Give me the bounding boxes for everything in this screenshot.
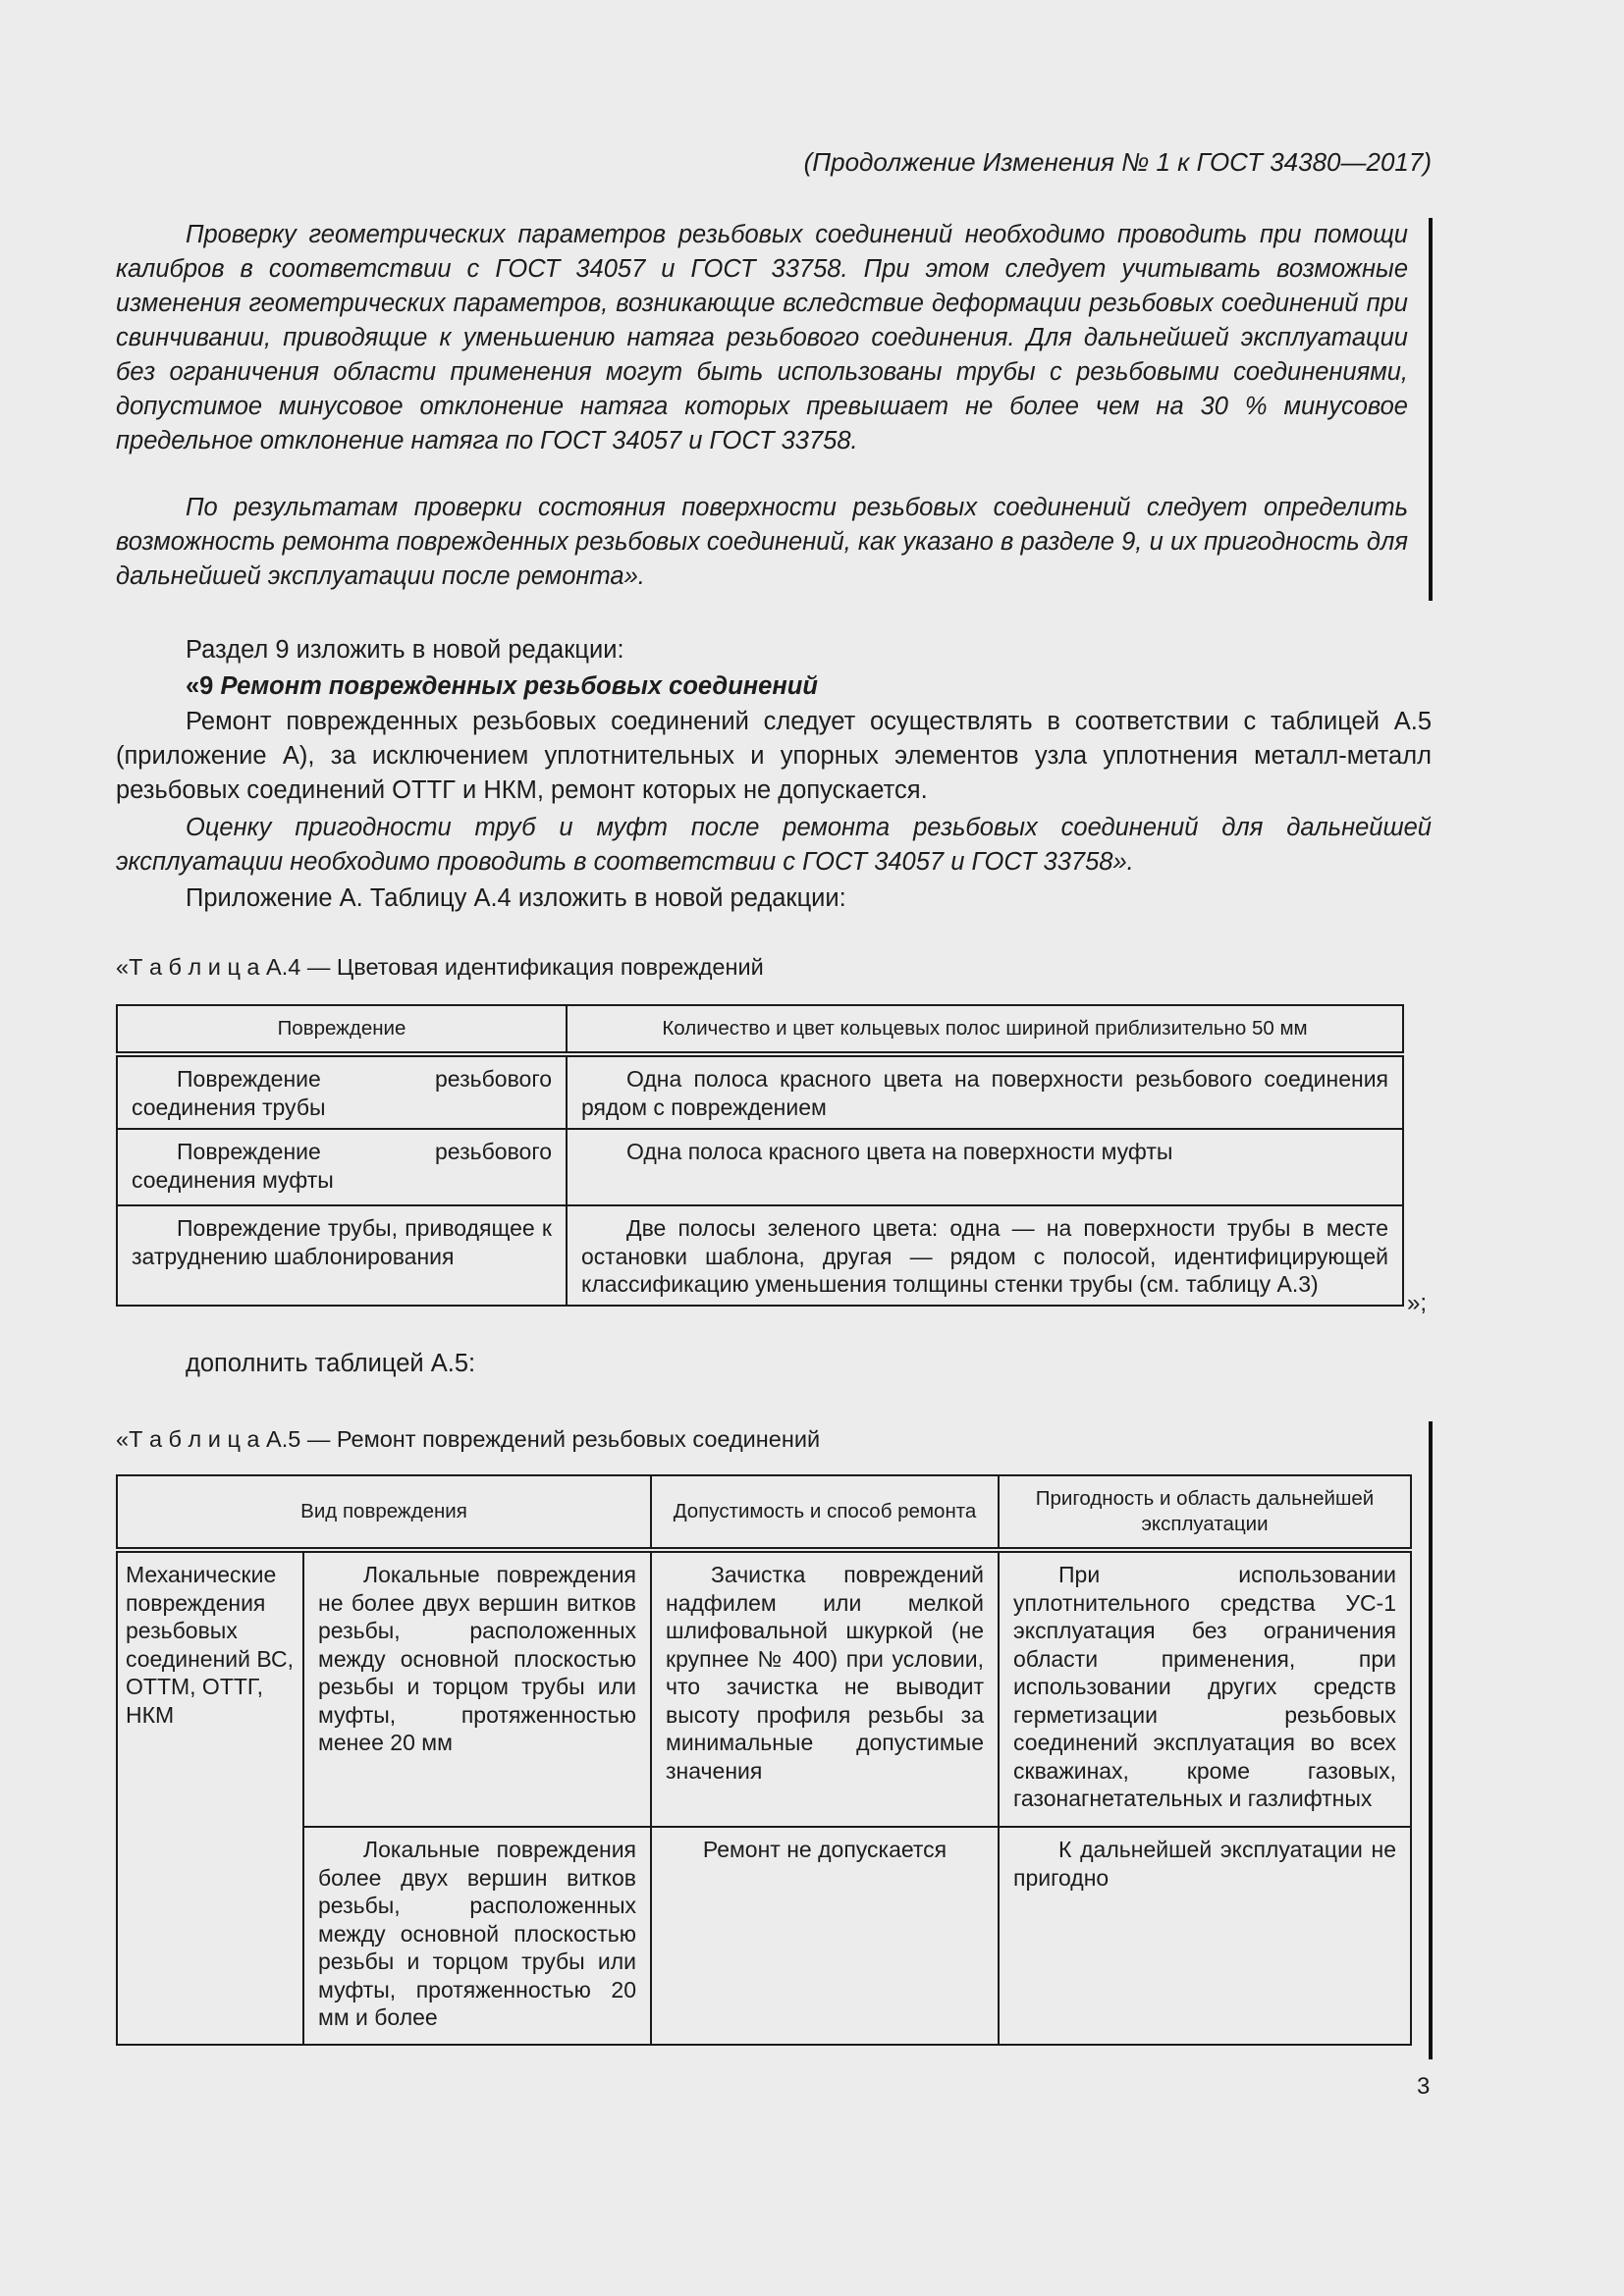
table-cell: Зачистка повреждений надфилем или мелкой шлифовальной шкуркой (не крупнее № 400) при условии, что зачистка не выводит высоту профиля резьбы за минимальные допустимые значения: [651, 1550, 999, 1827]
table-row: [117, 1054, 1403, 1129]
table-cell: Повреждение трубы, приводящее к затруднению шаблонирования: [117, 1205, 567, 1306]
table-a5-caption: [116, 1424, 820, 1454]
table-header-row: [117, 1005, 1403, 1054]
table-row: [117, 1827, 1411, 2045]
change-bar: [1429, 1421, 1433, 2059]
supplement-instruction: дополнить таблицей А.5:: [186, 1350, 476, 1377]
table-a5-caption-text: — Ремонт повреждений резьбовых соединений: [300, 1426, 821, 1452]
change-bar: [1429, 218, 1433, 601]
table-a5-caption-label: «Т а б л и ц а А.5: [116, 1426, 301, 1452]
table-a4-closing-quote: »;: [1407, 1290, 1428, 1316]
table-a4-caption: [116, 952, 764, 982]
appendix-instruction: Приложение А. Таблицу А.4 изложить в новой редакции:: [186, 884, 846, 912]
table-row: [117, 1205, 1403, 1306]
table-header-cell: Повреждение: [117, 1005, 567, 1054]
section-paragraph: Ремонт поврежденных резьбовых соединений следует осуществлять в соответствии с таблицей А.5 (приложение А), за исключением уплотнительных и упорных элементов узла уплотнения металл-металл резьбовых соединений ОТТГ и НКМ, ремонт которых не допускается.: [116, 708, 1432, 804]
table-cell: Ремонт не допускается: [651, 1827, 999, 2045]
table-cell: Повреждение резьбового соединения муфты: [117, 1129, 567, 1205]
page-number: 3: [1417, 2073, 1431, 2100]
table-cell: При использовании уплотнительного средства УС-1 эксплуатация без ограничения области применения, при использовании других средств герметизации резьбовых соединений эксплуатация во всех скважинах, кроме газовых, газонагнетательных и газлифтных: [999, 1550, 1411, 1827]
table-category-cell: Механические повреждения резьбовых соединений ВС, ОТТМ, ОТТГ, НКМ: [117, 1550, 303, 2045]
table-row: [117, 1129, 1403, 1205]
table-a5: [116, 1474, 1412, 2046]
table-header-cell: Допустимость и способ ремонта: [651, 1475, 999, 1550]
section-heading: [116, 669, 1432, 704]
table-a4: [116, 1004, 1404, 1307]
table-cell: Две полосы зеленого цвета: одна — на поверхности трубы в месте остановки шаблона, другая — рядом с полосой, идентифицирующей классификацию уменьшения толщины стенки трубы (см. таблицу А.3): [567, 1205, 1403, 1306]
table-cell: Локальные повреждения не более двух вершин витков резьбы, расположенных между основной плоскостью резьбы и торцом трубы или муфты, протяженностью менее 20 мм: [303, 1550, 651, 1827]
table-header-cell: Пригодность и область дальнейшей эксплуатации: [999, 1475, 1411, 1550]
table-cell: Локальные повреждения более двух вершин витков резьбы, расположенных между основной плоскостью резьбы и торцом трубы или муфты, протяженностью 20 мм и более: [303, 1827, 651, 2045]
continuation-header: (Продолжение Изменения № 1 к ГОСТ 34380—2017): [803, 147, 1432, 177]
table-header-cell: Количество и цвет кольцевых полос шириной приблизительно 50 мм: [567, 1005, 1403, 1054]
table-cell: Одна полоса красного цвета на поверхности муфты: [567, 1129, 1403, 1205]
table-cell: К дальнейшей эксплуатации не пригодно: [999, 1827, 1411, 2045]
table-cell: Одна полоса красного цвета на поверхности резьбового соединения рядом с повреждением: [567, 1054, 1403, 1129]
table-header-row: [117, 1475, 1411, 1550]
section-heading-title: Ремонт поврежденных резьбовых соединений: [220, 672, 818, 700]
intro-paragraph: По результатам проверки состояния поверхности резьбовых соединений следует определить возможность ремонта поврежденных резьбовых соединений, как указано в разделе 9, и их пригодность для дальнейшей эксплуатации после ремонта».: [116, 494, 1408, 590]
table-a4-caption-label: «Т а б л и ц а А.4: [116, 954, 301, 980]
section-heading-number: «9: [186, 672, 221, 700]
table-cell: Повреждение резьбового соединения трубы: [117, 1054, 567, 1129]
intro-paragraph: Проверку геометрических параметров резьбовых соединений необходимо проводить при помощи калибров в соответствии с ГОСТ 34057 и ГОСТ 33758. При этом следует учитывать возможные изменения геометрических параметров, возникающие вследствие деформации резьбовых соединений при свинчивании, приводящие к уменьшению натяга резьбового соединения. Для дальнейшей эксплуатации без ограничения области применения могут быть использованы трубы с резьбовыми соединениями, допустимое минусовое отклонение натяга которых превышает не более чем на 30 % минусовое предельное отклонение натяга по ГОСТ 34057 и ГОСТ 33758.: [116, 221, 1408, 454]
section-instruction: Раздел 9 изложить в новой редакции:: [186, 636, 624, 664]
table-header-cell: Вид повреждения: [117, 1475, 651, 1550]
section-paragraph: Оценку пригодности труб и муфт после ремонта резьбовых соединений для дальнейшей эксплуатации необходимо проводить в соответствии с ГОСТ 34057 и ГОСТ 33758».: [116, 814, 1432, 876]
table-row: [117, 1550, 1411, 1827]
table-a4-caption-text: — Цветовая идентификация повреждений: [300, 954, 764, 980]
